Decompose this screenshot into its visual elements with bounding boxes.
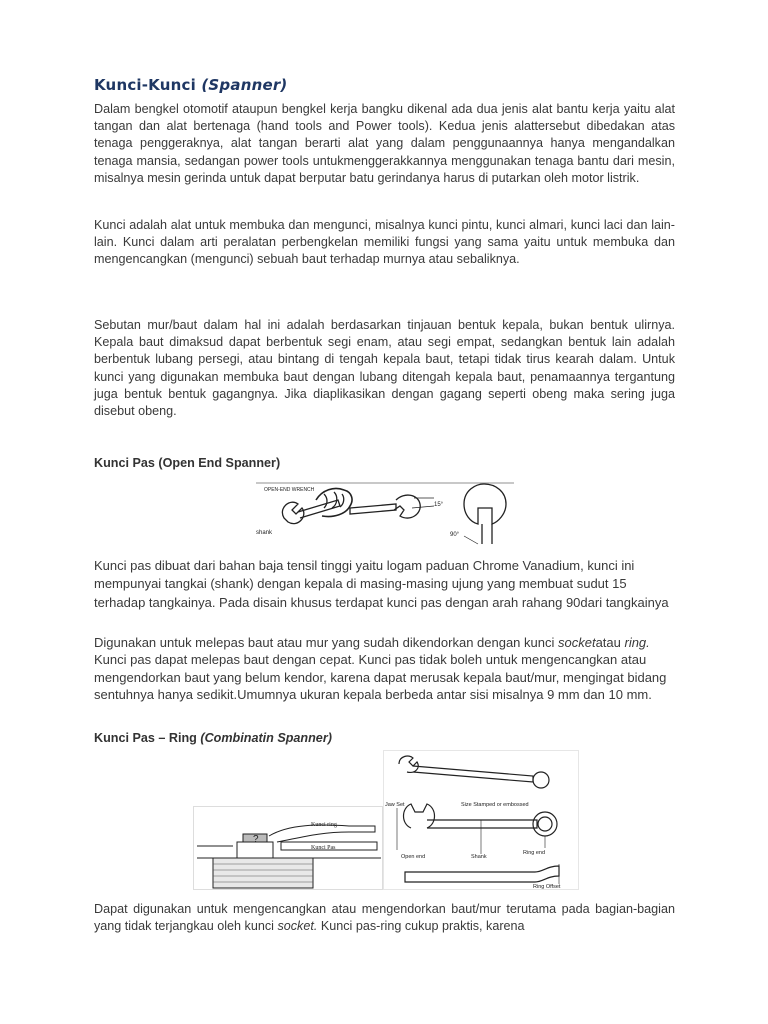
label-shank-2: Shank [471, 854, 487, 860]
s1p2-ring: ring. [624, 635, 650, 650]
paragraph-3: Sebutan mur/baut dalam hal ini adalah berdasarkan tinjauan bentuk kepala, bukan bentuk ulirnya. Kepala baut dimaksud dapat berbentuk segi enam, atau segi empat, sedangkan bentuk lain adalah berbentuk lubang persegi, atau bintang di tengah kepala baut, tetapi tidak tirus kearah dalam. Untuk kunci yang digunakan membuka baut dengan lubang ditengah kepala baut, penamaannya tergantung juga bentuk bentuk gagangnya. Jika diaplikasikan dengan gagang seperti obeng maka sering juga disebut obeng. [94, 318, 675, 419]
section2-heading-plain: Kunci Pas – Ring [94, 731, 201, 745]
title-italic: (Spanner) [201, 76, 288, 94]
combination-spanner-usage-figure [193, 806, 383, 890]
s1p2-text-b: atau [595, 635, 625, 650]
label-ring-end: Ring end [523, 850, 546, 856]
label-jaw-set: Jaw Set [385, 802, 405, 808]
section2-paragraph [94, 901, 675, 935]
label-angle-15: 15° [434, 502, 444, 508]
title-main: Kunci-Kunci [94, 76, 196, 94]
label-shank: shank [256, 530, 273, 536]
combination-spanner-parts-figure [383, 750, 579, 890]
section2-heading-italic: (Combinatin Spanner) [200, 731, 332, 745]
section1-heading: Kunci Pas (Open End Spanner) [94, 456, 281, 470]
section1-paragraph-1: Kunci pas dibuat dari bahan baja tensil tinggi yaitu logam paduan Chrome Vanadium, kunci ini mempunyai tangkai (shank) dengan kepala di masing-masing ujung yang membuat sudut 15 terhadap tangkainya. Pada disain khusus terdapat kunci pas dengan arah rahang 90dari tangkainya [94, 558, 669, 610]
section1-paragraph-2 [94, 634, 675, 704]
paragraph-1: Dalam bengkel otomotif ataupun bengkel kerja bangku dikenal ada dua jenis alat bantu kerja yaitu alat tangan dan alat bertenaga (hand tools and Power tools). Kedua jenis alattersebut dibedakan atas tenaga penggeraknya, alat tangan berarti alat yang dalam penggunaannya hanya mengandalkan tenaga mansia, sedangan power tools untukmenggerakkannya menggunakan tenaga bantu dari mesin, misalnya mesin gerinda untuk dapat berputar batu gerindanya harus di putarkan oleh motor listrik. [94, 102, 675, 185]
s2p-text-b: Kunci pas-ring cukup praktis, karena [317, 919, 525, 934]
label-size-stamped: Size Stamped or embossed [461, 802, 529, 808]
label-ring-offset: Ring Offset [533, 884, 561, 890]
label-angle-90: 90° [450, 532, 460, 538]
open-end-spanner-figure [254, 478, 516, 548]
label-open-end-wrench: OPEN-END WRENCH [264, 487, 315, 493]
s2p-text-a: Dapat digunakan untuk mengencangkan atau mengendorkan baut/mur terutama pada bagian-bagian yang tidak terjangkau oleh kunci [94, 902, 675, 934]
label-question: ? [253, 834, 259, 845]
paragraph-2: Kunci adalah alat untuk membuka dan mengunci, misalnya kunci pintu, kunci almari, kunci laci dan lain-lain. Kunci dalam arti peralatan perbengkelan memiliki fungsi yang sama yaitu untuk membuka dan mengencangkan (mengunci) sebuah baut terhadap murnya atau sebaliknya. [94, 218, 675, 267]
label-open-end: Open end [401, 854, 426, 860]
section2-heading [94, 731, 332, 745]
label-kunci-ring: Kunci ring [311, 822, 337, 828]
s1p2-socket: socket [557, 635, 596, 650]
label-kunci-pas: Kunci Pas [311, 845, 336, 851]
page-title [94, 76, 287, 94]
s1p2-text-a: Digunakan untuk melepas baut atau mur yang sudah dikendorkan dengan kunci [94, 635, 558, 650]
s2p-socket: socket. [277, 919, 318, 934]
s1p2-text-c: Kunci pas dapat melepas baut dengan cepat. Kunci pas tidak boleh untuk mengencangkan atau mengendorkan baut yang belum kendor, karena dapat merusak kepala baut/mur, mengingat bidang sentuhnya hanya sedikit.Umumnya ukuran kepala berbeda antar sisi misalnya 9 mm dan 10 mm. [94, 652, 667, 703]
